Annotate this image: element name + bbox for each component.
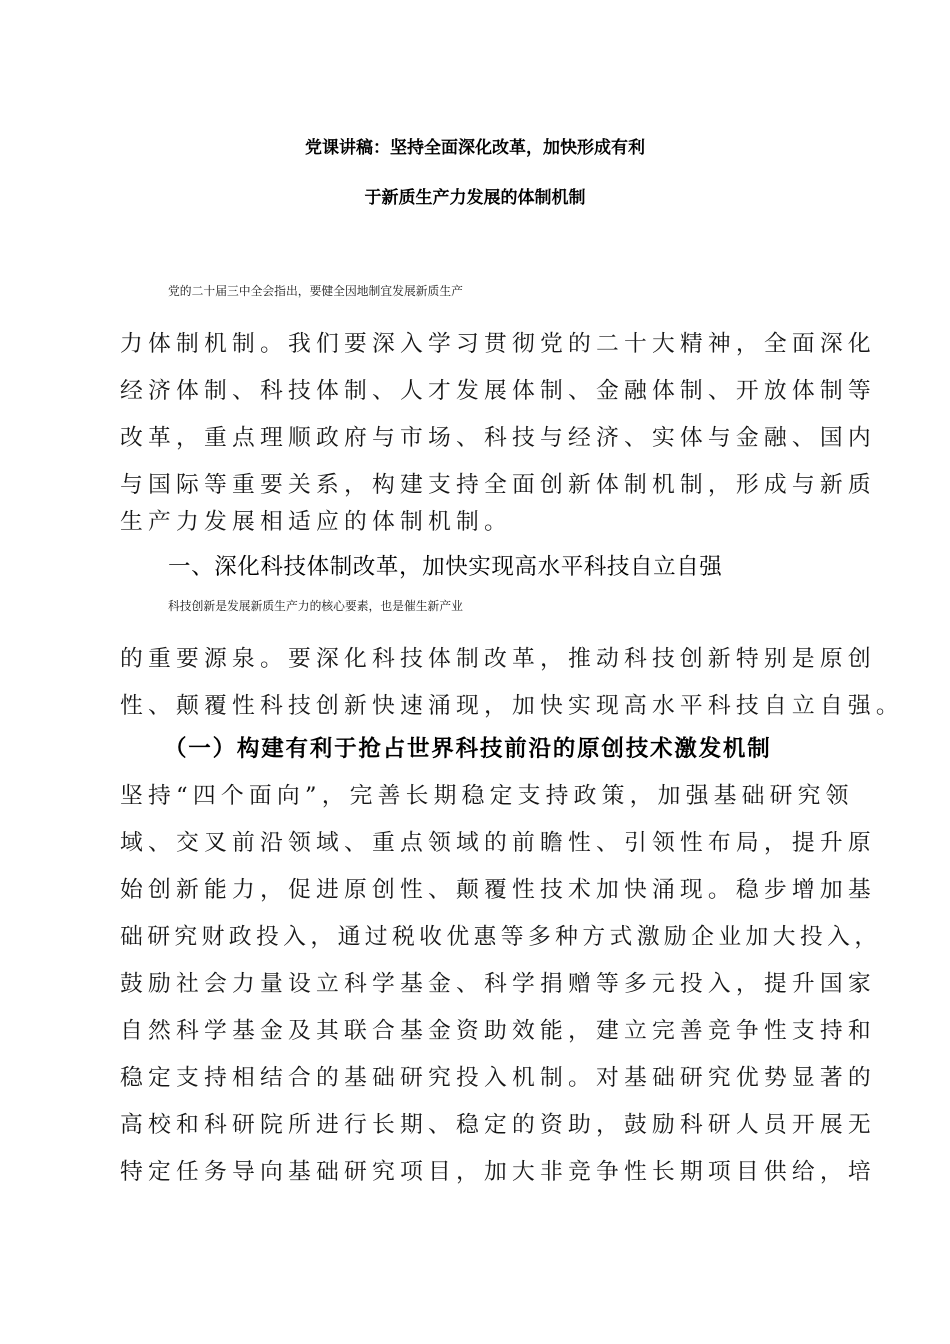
paragraph-line: 础研究财政投入，通过税收优惠等多种方式激励企业加大投入， (120, 924, 882, 950)
paragraph-line: 域、交叉前沿领域、重点领域的前瞻性、引领性布局，提升原 (120, 830, 876, 856)
subsection-heading: （一）构建有利于抢占世界科技前沿的原创技术激发机制 (164, 736, 772, 762)
paragraph-line: 科技创新是发展新质生产力的核心要素，也是催生新产业 (168, 599, 463, 613)
paragraph-line: 改革，重点理顺政府与市场、科技与经济、实体与金融、国内 (120, 425, 876, 451)
paragraph-line: 始创新能力，促进原创性、颠覆性技术加快涌现。稳步增加基 (120, 877, 876, 903)
paragraph-line: 稳定支持相结合的基础研究投入机制。对基础研究优势显著的 (120, 1065, 876, 1091)
paragraph-line: 生产力发展相适应的体制机制。 (120, 509, 512, 535)
paragraph-line: 特定任务导向基础研究项目，加大非竞争性长期项目供给，培 (120, 1159, 876, 1185)
paragraph-line: 的重要源泉。要深化科技体制改革，推动科技创新特别是原创 (120, 646, 876, 672)
paragraph-line: 高校和科研院所进行长期、稳定的资助，鼓励科研人员开展无 (120, 1112, 876, 1138)
paragraph-line: 坚持“四个面向”，完善长期稳定支持政策，加强基础研究领 (120, 783, 854, 809)
section-heading: 一、深化科技体制改革，加快实现高水平科技自立自强 (168, 554, 723, 580)
paragraph-line: 鼓励社会力量设立科学基金、科学捐赠等多元投入，提升国家 (120, 971, 876, 997)
paragraph-line: 力体制机制。我们要深入学习贯彻党的二十大精神，全面深化 (120, 331, 876, 357)
paragraph-line: 党的二十届三中全会指出，要健全因地制宜发展新质生产 (168, 284, 463, 298)
paragraph-line: 性、颠覆性科技创新快速涌现，加快实现高水平科技自立自强。 (120, 693, 904, 719)
paragraph-line: 经济体制、科技体制、人才发展体制、金融体制、开放体制等 (120, 378, 876, 404)
document-title-line-2: 于新质生产力发展的体制机制 (364, 188, 586, 208)
paragraph-line: 自然科学基金及其联合基金资助效能，建立完善竞争性支持和 (120, 1018, 876, 1044)
paragraph-line: 与国际等重要关系，构建支持全面创新体制机制，形成与新质 (120, 472, 876, 498)
document-title-line-1: 党课讲稿：坚持全面深化改革，加快形成有利 (305, 138, 645, 158)
